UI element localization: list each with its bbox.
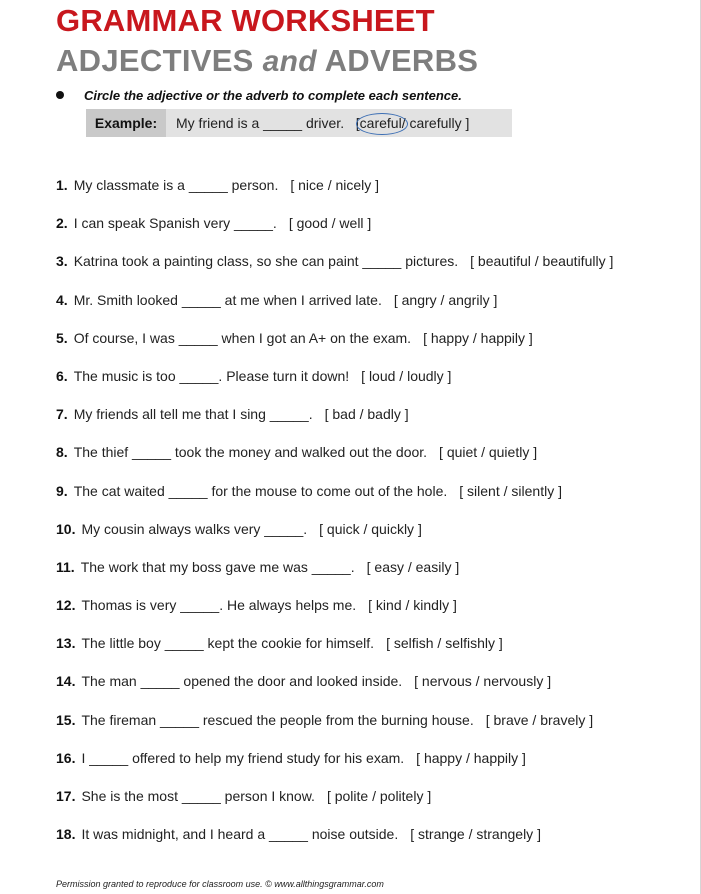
example-remaining-options: / carefully ] [401, 115, 470, 131]
question-sentence: The man _____ opened the door and looked inside. [81, 673, 403, 690]
question-item [56, 365, 613, 403]
question-number: 11. [56, 558, 75, 575]
example-sentence: My friend is a _____ driver. [176, 115, 345, 131]
question-sentence: My classmate is a _____ person. [73, 177, 279, 193]
question-options[interactable]: [ quiet / quietly ] [439, 444, 538, 461]
question-number: 8. [56, 444, 68, 461]
question-options[interactable]: [ brave / bravely ] [485, 711, 594, 728]
question-options[interactable]: [ good / well ] [288, 215, 372, 232]
bullet-icon [56, 91, 64, 99]
question-number: 15. [56, 711, 76, 728]
question-sentence: I can speak Spanish very _____. [73, 215, 277, 232]
question-options[interactable]: [ happy / happily ] [416, 749, 526, 766]
question-sentence: The thief _____ took the money and walked out the door. [73, 444, 428, 461]
question-sentence: My cousin always walks very _____. [81, 520, 308, 537]
question-item [56, 174, 613, 212]
question-item [56, 403, 613, 441]
footer-permission: Permission granted to reproduce for classroom use. © www.allthingsgrammar.com [56, 879, 384, 889]
question-item [56, 327, 613, 365]
question-number: 7. [56, 406, 68, 423]
question-number: 1. [56, 177, 68, 193]
question-item [56, 747, 613, 785]
example-circled-option: careful [359, 115, 402, 131]
question-sentence: It was midnight, and I heard a _____ noise outside. [81, 826, 399, 843]
question-number: 14. [56, 673, 76, 690]
question-number: 2. [56, 215, 68, 232]
question-number: 5. [56, 329, 68, 346]
question-number: 3. [56, 253, 68, 270]
question-number: 16. [56, 749, 76, 766]
question-options[interactable]: [ angry / angrily ] [393, 291, 498, 308]
question-sentence: The music is too _____. Please turn it down! [73, 367, 350, 384]
question-item [56, 250, 613, 288]
question-item [56, 632, 613, 670]
question-options[interactable]: [ polite / politely ] [326, 788, 432, 804]
question-sentence: Of course, I was _____ when I got an A+ on the exam. [73, 329, 412, 346]
question-sentence: The little boy _____ kept the cookie for himself. [81, 635, 375, 652]
question-sentence: I _____ offered to help my friend study for his exam. [81, 749, 405, 766]
question-sentence: She is the most _____ person I know. [81, 788, 315, 804]
question-options[interactable]: [ kind / kindly ] [368, 597, 457, 614]
question-number: 18. [56, 826, 76, 843]
question-options[interactable]: [ quick / quickly ] [319, 520, 422, 537]
example-circled-answer [360, 109, 402, 137]
instruction-text: Circle the adjective or the adverb to complete each sentence. [84, 88, 462, 103]
question-options[interactable]: [ bad / badly ] [324, 406, 409, 423]
example-bracket-open: [ [355, 115, 360, 131]
question-sentence: The work that my boss gave me was _____. [80, 558, 355, 575]
question-options[interactable]: [ nervous / nervously ] [414, 673, 552, 690]
question-options[interactable]: [ strange / strangely ] [410, 826, 541, 843]
question-item [56, 518, 613, 556]
question-options[interactable]: [ beautiful / beautifully ] [470, 253, 614, 270]
question-item [56, 594, 613, 632]
example-label: Example: [86, 109, 166, 137]
question-list [56, 174, 613, 861]
question-options[interactable]: [ happy / happily ] [423, 329, 533, 346]
worksheet-title: GRAMMAR WORKSHEET [56, 3, 435, 38]
question-options[interactable]: [ selfish / selfishly ] [386, 635, 503, 652]
question-item [56, 785, 613, 823]
question-item [56, 709, 613, 747]
question-options[interactable]: [ easy / easily ] [366, 558, 460, 575]
instruction [56, 88, 462, 103]
subtitle-adjectives: ADJECTIVES [56, 43, 254, 78]
question-item [56, 441, 613, 479]
question-number: 9. [56, 482, 68, 499]
question-options[interactable]: [ nice / nicely ] [290, 177, 380, 193]
example-text [176, 109, 469, 137]
subtitle-and: and [262, 45, 317, 78]
question-sentence: Thomas is very _____. He always helps me. [81, 597, 357, 614]
question-sentence: The cat waited _____ for the mouse to come out of the hole. [73, 482, 448, 499]
question-number: 4. [56, 291, 68, 308]
question-sentence: Katrina took a painting class, so she can paint _____ pictures. [73, 253, 459, 270]
question-number: 6. [56, 367, 68, 384]
question-options[interactable]: [ silent / silently ] [459, 482, 562, 499]
question-options[interactable]: [ loud / loudly ] [361, 367, 452, 384]
question-sentence: The fireman _____ rescued the people from the burning house. [81, 711, 474, 728]
answer-circle-mark [356, 113, 408, 135]
question-sentence: Mr. Smith looked _____ at me when I arrived late. [73, 291, 382, 308]
question-item [56, 480, 613, 518]
question-item [56, 289, 613, 327]
question-sentence: My friends all tell me that I sing _____. [73, 406, 313, 423]
question-number: 10. [56, 520, 76, 537]
question-number: 12. [56, 597, 76, 614]
question-item [56, 556, 613, 594]
example-box [86, 109, 512, 137]
subtitle-adverbs: ADVERBS [324, 43, 479, 78]
question-item [56, 212, 613, 250]
question-item [56, 670, 613, 708]
question-number: 17. [56, 788, 76, 804]
worksheet-subtitle [56, 43, 478, 79]
question-item [56, 823, 613, 861]
question-number: 13. [56, 635, 76, 652]
